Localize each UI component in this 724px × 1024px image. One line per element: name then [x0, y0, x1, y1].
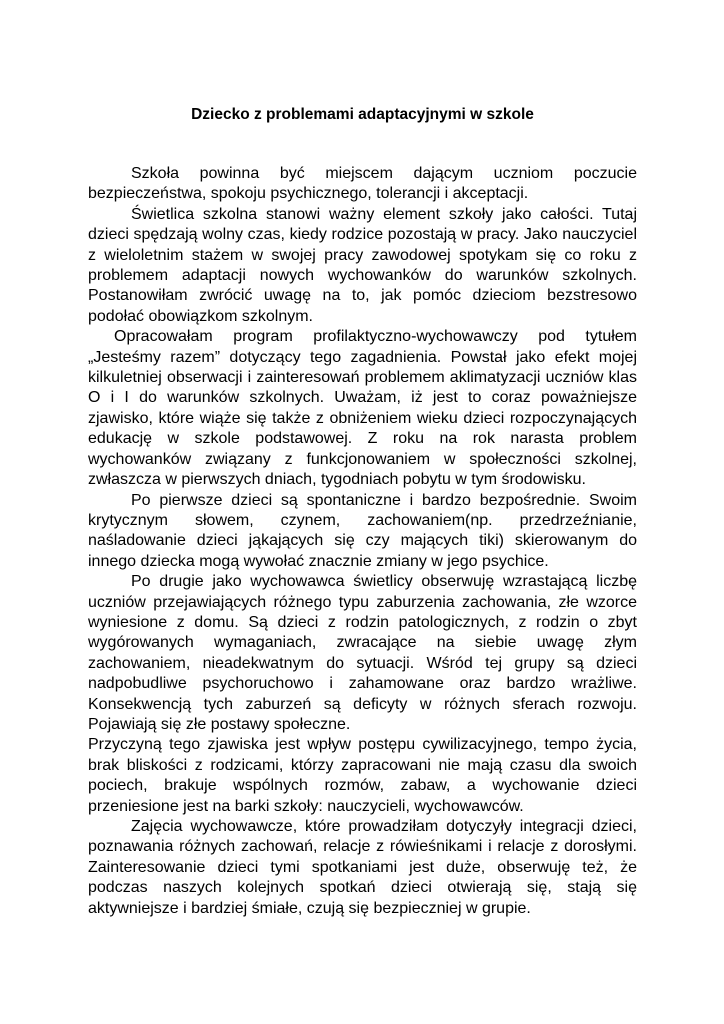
paragraph-4: Po pierwsze dzieci są spontaniczne i bardzo bezpośrednie. Swoim krytycznym słowem, czynem, zachowaniem(np. przedrzeźnianie, naśladowanie dzieci jąkających się czy mających tiki) skierowanym do innego dziecka mogą wywołać znacznie zmiany w jego psychice. [88, 491, 637, 570]
paragraph-1: Szkoła powinna być miejscem dającym uczniom poczucie bezpieczeństwa, spokoju psychicznego, tolerancji i akceptacji. [88, 165, 637, 203]
document-body [88, 164, 637, 919]
paragraph-2: Świetlica szkolna stanowi ważny element szkoły jako całości. Tutaj dzieci spędzają wolny czas, kiedy rodzice pozostają w pracy. Jako nauczyciel z wieloletnim stażem w swojej pracy zawodowej spotykam się co roku z problemem adaptacji nowych wychowanków do warunków szkolnych. Postanowiłam zwrócić uwagę na to, jak pomóc dzieciom bezstresowo podołać obowiązkom szkolnym. [88, 205, 637, 325]
document-title: Dziecko z problemami adaptacyjnymi w szkole [191, 106, 534, 123]
paragraph-7: Zajęcia wychowawcze, które prowadziłam dotyczyły integracji dzieci, poznawania różnych zachowań, relacje z rówieśnikami i relacje z dorosłymi. Zainteresowanie dzieci tymi spotkaniami jest duże, obserwuję też, że podczas naszych kolejnych spotkań dzieci otwierają się, stają się aktywniejsze i bardziej śmiałe, czują się bezpieczniej w grupie. [88, 818, 637, 917]
paragraph-5: Po drugie jako wychowawca świetlicy obserwuję wzrastającą liczbę uczniów przejawiających różnego typu zaburzenia zachowania, złe wzorce wyniesione z domu. Są dzieci z rodzin patologicznych, z rodzin o zbyt wygórowanych wymaganiach, zwracające na siebie uwagę złym zachowaniem, nieadekwatnym do sytuacji. Wśród tej grupy są dzieci nadpobudliwe psychoruchowo i zahamowane oraz bardzo wrażliwe. Konsekwencją tych zaburzeń są deficyty w różnych sferach rozwoju. Pojawiają się złe postawy społeczne. [88, 573, 637, 733]
paragraph-6: Przyczyną tego zjawiska jest wpływ postępu cywilizacyjnego, tempo życia, brak bliskości z rodzicami, którzy zapracowani nie mają czasu dla swoich pociech, brakuje wspólnych rozmów, zabaw, a wychowanie dzieci przeniesione jest na barki szkoły: nauczycieli, wychowawców. [88, 736, 637, 815]
paragraph-3: Opracowałam program profilaktyczno-wychowawczy pod tytułem „Jesteśmy razem” dotyczący tego zagadnienia. Powstał jako efekt mojej kilkuletniej obserwacji i zainteresowań problemem aklimatyzacji uczniów klas O i I do warunków szkolnych. Uważam, iż jest to coraz poważniejsze zjawisko, które wiąże się także z obniżeniem wieku dzieci rozpoczynających edukację w szkole podstawowej. Z roku na rok narasta problem wychowanków związany z funkcjonowaniem w społeczności szkolnej, zwłaszcza w pierwszych dniach, tygodniach pobytu w tym środowisku. [88, 328, 637, 489]
